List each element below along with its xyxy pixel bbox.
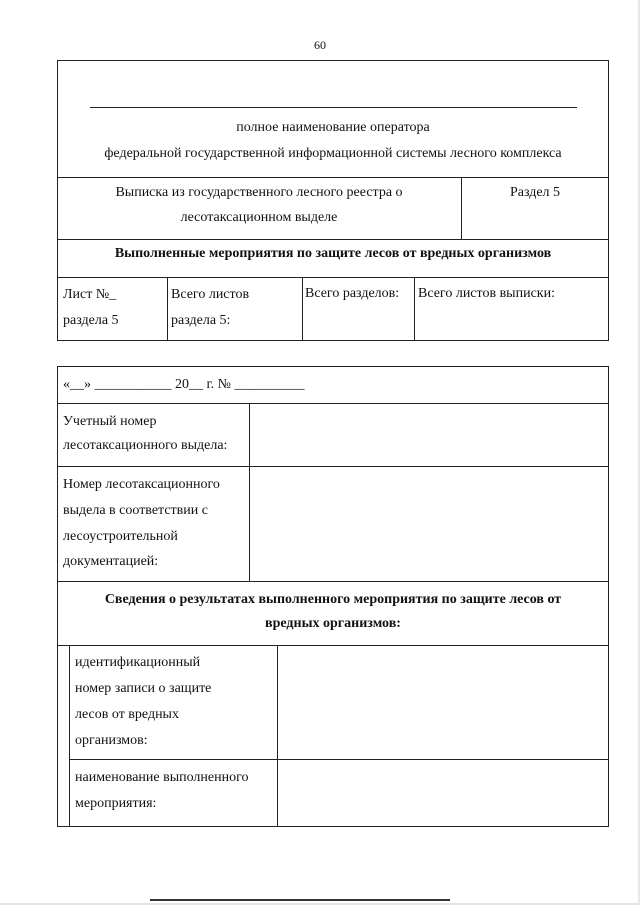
operator-caption-line1: полное наименование оператора: [236, 120, 430, 135]
divider: [57, 581, 609, 582]
extract-title-line2: лесотаксационном выделе: [180, 210, 338, 225]
operator-caption-line2: федеральной государственной информационной системы лесного комплекса: [104, 146, 562, 161]
activity-name-label-line1: наименование выполненного: [75, 770, 249, 785]
divider: [57, 403, 609, 404]
date-number-line: «__» ___________ 20__ г. № __________: [63, 377, 305, 392]
divider: [414, 277, 415, 341]
total-extract-sheets: Всего листов выписки:: [418, 286, 555, 301]
divider: [57, 239, 609, 240]
divider: [57, 645, 609, 646]
results-title-line2: вредных организмов:: [265, 616, 401, 631]
forest-unit-number-label-line3: лесоустроительной: [63, 529, 178, 544]
scan-edge-mark: [150, 899, 450, 901]
record-id-label-line4: организмов:: [75, 733, 148, 748]
account-number-label-line1: Учетный номер: [63, 414, 157, 429]
sheet-number-line2: раздела 5: [63, 313, 119, 328]
inner-left-border: [69, 645, 70, 827]
operator-name-underline: [90, 107, 577, 108]
page-number: 60: [314, 38, 326, 52]
divider: [249, 403, 250, 581]
divider: [302, 277, 303, 341]
record-id-label-line3: лесов от вредных: [75, 707, 179, 722]
divider: [277, 645, 278, 827]
extract-title-line1: Выписка из государственного лесного реестра о: [115, 185, 403, 200]
results-title-line1: Сведения о результатах выполненного мероприятия по защите лесов от: [104, 592, 562, 607]
forest-unit-number-label-line2: выдела в соответствии с: [63, 503, 208, 518]
divider: [167, 277, 168, 341]
record-id-label-line1: идентификационный: [75, 655, 201, 670]
divider: [57, 466, 609, 467]
forest-unit-number-label-line1: Номер лесотаксационного: [63, 477, 220, 492]
sheet-number-line1: Лист №_: [63, 287, 117, 302]
divider: [57, 177, 609, 178]
section-label: Раздел 5: [509, 185, 561, 200]
forest-unit-number-label-line4: документацией:: [63, 554, 159, 569]
section-title: Выполненные мероприятия по защите лесов от вредных организмов: [114, 246, 552, 261]
account-number-label-line2: лесотаксационного выдела:: [63, 438, 228, 453]
activity-name-label-line2: мероприятия:: [75, 796, 157, 811]
total-sections: Всего разделов:: [305, 286, 400, 301]
total-sheets-line2: раздела 5:: [171, 313, 231, 328]
total-sheets-line1: Всего листов: [171, 287, 250, 302]
divider: [57, 277, 609, 278]
record-id-label-line2: номер записи о защите: [75, 681, 212, 696]
divider: [69, 759, 609, 760]
